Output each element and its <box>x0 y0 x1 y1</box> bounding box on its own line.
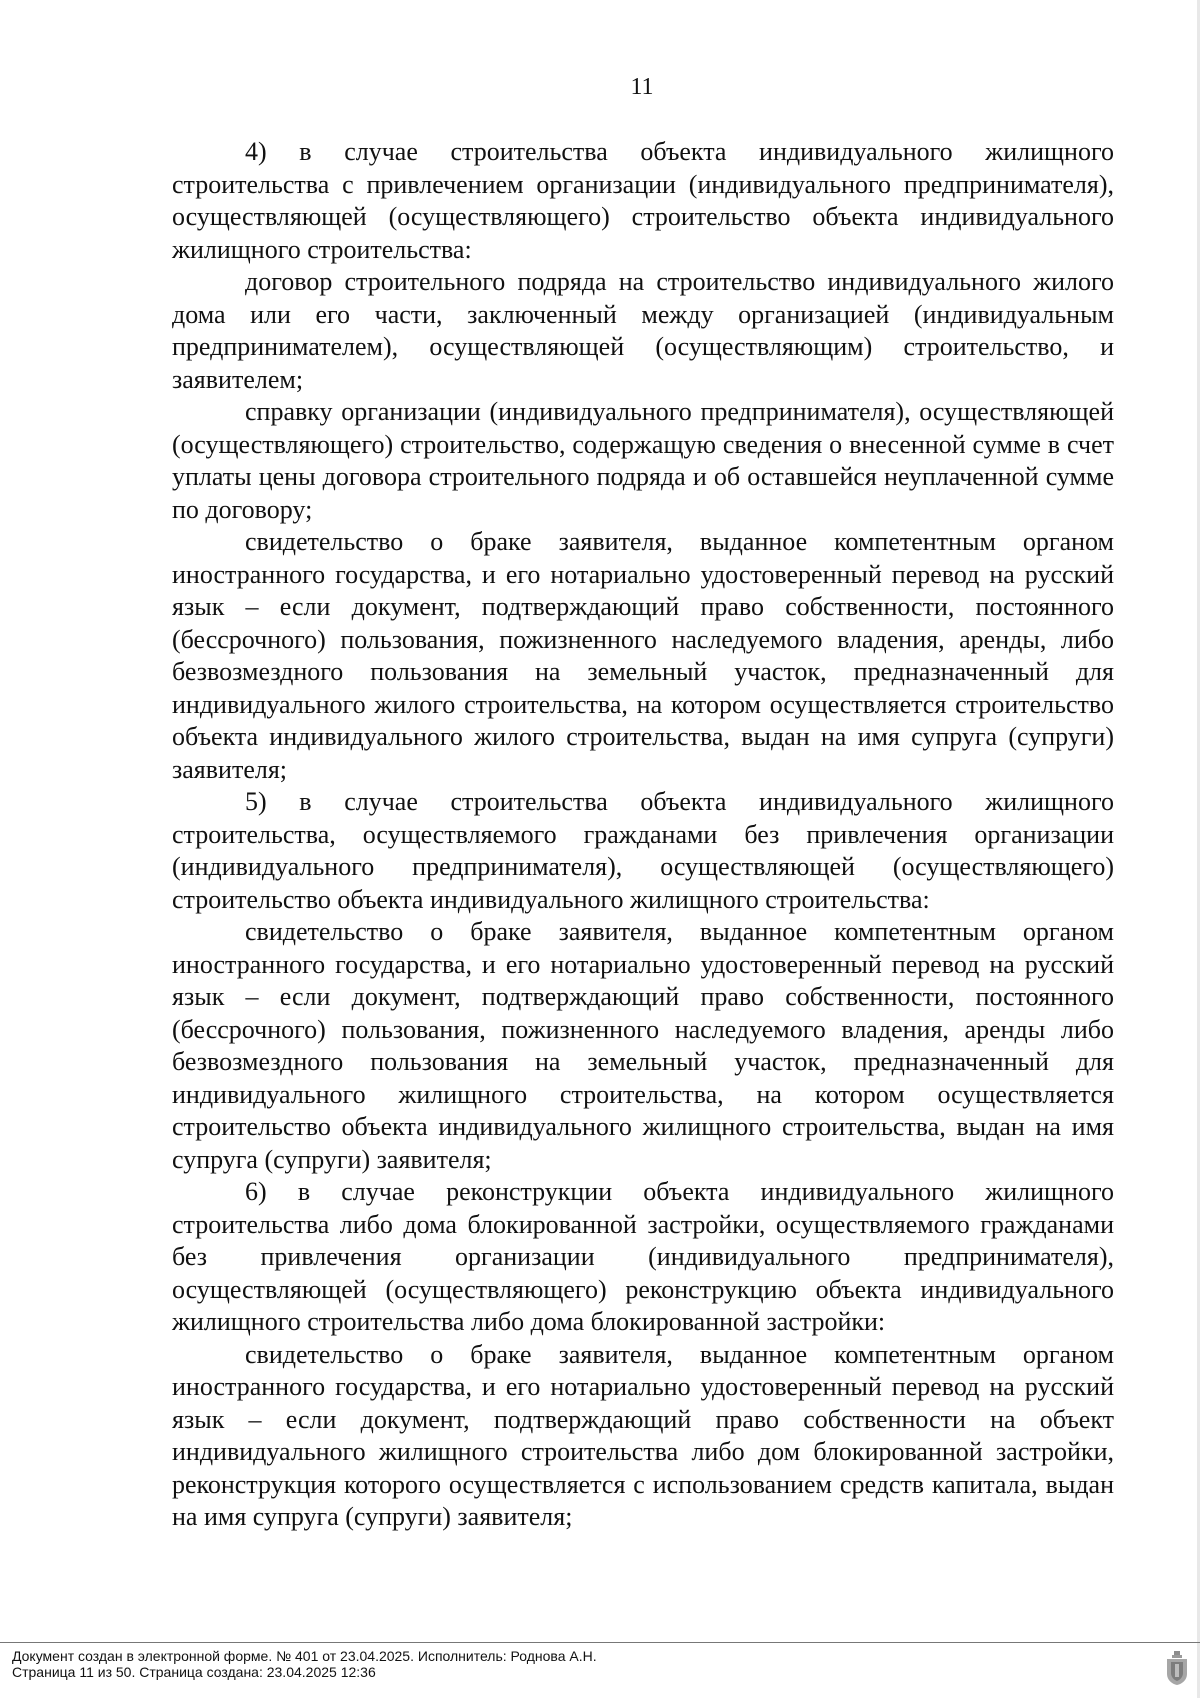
paragraph-construction-contract: договор строительного подряда на строительство индивидуального жилого дома или его части, заключенный между организацией (индивидуальным предпринимателем), осуществляющей (осуществляющим) строительство, и заявителем; <box>172 267 1114 394</box>
document-body <box>172 136 1114 1534</box>
coat-of-arms-icon <box>1164 1650 1190 1686</box>
paragraph-marriage-certificate: свидетельство о браке заявителя, выданное компетентным органом иностранного государства, и его нотариально удостоверенный перевод на русский язык – если документ, подтверждающий право собственности, постоянного (бессрочного) пользования, пожизненного наследуемого владения, аренды либо безвозмездного пользования на земельный участок, предназначенный для индивидуального жилищного строительства, на котором осуществляется строительство объекта индивидуального жилищного строительства, выдан на имя супруга (супруги) заявителя; <box>172 917 1114 1174</box>
paragraph-item-5: 5) в случае строительства объекта индивидуального жилищного строительства, осуществляемого гражданами без привлечения организации (индивидуального предпринимателя), осуществляющей (осуществляющего) строительство объекта индивидуального жилищного строительства: <box>172 787 1114 914</box>
page-number: 11 <box>630 74 654 100</box>
footer-divider <box>0 1642 1200 1643</box>
paragraph-item-6: 6) в случае реконструкции объекта индивидуального жилищного строительства либо дома блокированной застройки, осуществляемого гражданами без привлечения организации (индивидуального предпринимателя), осуществляющей (осуществляющего) реконструкцию объекта индивидуального жилищного строительства либо дома блокированной застройки: <box>172 1177 1114 1336</box>
paragraph-organization-certificate: справку организации (индивидуального предпринимателя), осуществляющей (осуществляющего) строительство, содержащую сведения о внесенной сумме в счет уплаты цены договора строительного подряда и об оставшейся неуплаченной сумме по договору; <box>172 397 1114 524</box>
paragraph-item-4: 4) в случае строительства объекта индивидуального жилищного строительства с привлечением организации (индивидуального предпринимателя), осуществляющей (осуществляющего) строительство объекта индивидуального жилищного строительства: <box>172 137 1114 264</box>
paragraph-marriage-certificate: свидетельство о браке заявителя, выданное компетентным органом иностранного государства, и его нотариально удостоверенный перевод на русский язык – если документ, подтверждающий право собственности на объект индивидуального жилищного строительства либо дом блокированной застройки, реконструкция которого осуществляется с использованием средств капитала, выдан на имя супруга (супруги) заявителя; <box>172 1339 1114 1531</box>
footer-page-info: Страница 11 из 50. Страница создана: 23.04.2025 12:36 <box>12 1664 376 1680</box>
footer <box>12 1648 597 1680</box>
paragraph-marriage-certificate: свидетельство о браке заявителя, выданное компетентным органом иностранного государства, и его нотариально удостоверенный перевод на русский язык – если документ, подтверждающий право собственности, постоянного (бессрочного) пользования, пожизненного наследуемого владения, аренды, либо безвозмездного пользования на земельный участок, предназначенный для индивидуального жилого строительства, на котором осуществляется строительство объекта индивидуального жилого строительства, выдан на имя супруга (супруги) заявителя; <box>172 527 1114 784</box>
footer-document-info: Документ создан в электронной форме. № 401 от 23.04.2025. Исполнитель: Роднова А.Н. <box>12 1648 597 1664</box>
